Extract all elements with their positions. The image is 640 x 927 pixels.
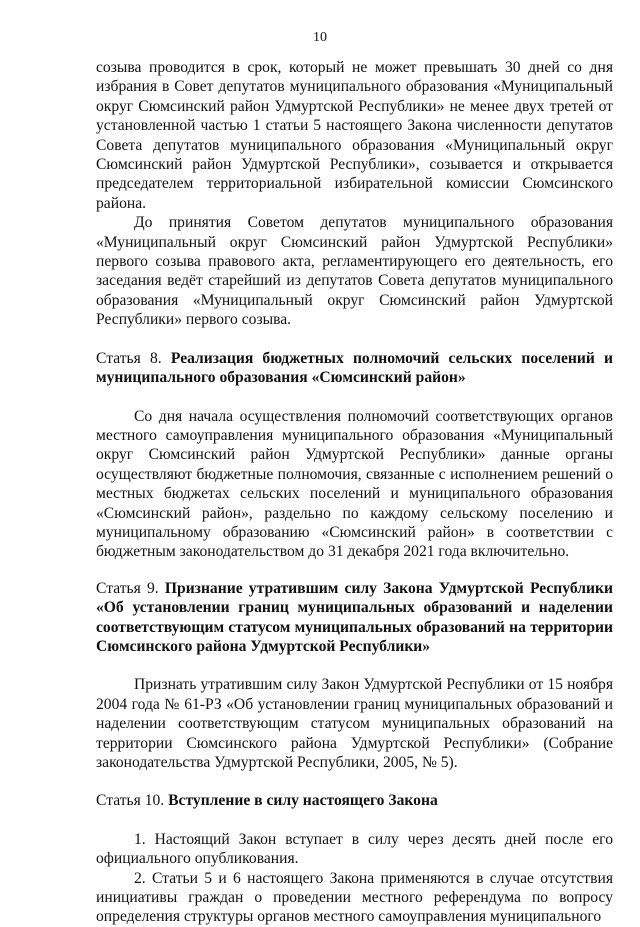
article-8-text: Со дня начала осуществления полномочий соответствующих органов местного самоуправления муниципального образования «Муниципальный округ Сюмсинский район Удмуртской Республики» данные органы осуществляют бюджетные полномочия, связанные с исполнением решений о местных бюджетах сельских поселений и муниципального образования «Сюмсинский район», раздельно по каждому сельскому поселению и муниципальному образованию «Сюмсинский район» в соответствии с бюджетным законодательством до 31 декабря 2021 года включительно.: [96, 407, 613, 561]
article-10-title: Вступление в силу настоящего Закона: [168, 792, 438, 810]
article-9-title: Признание утратившим силу Закона Удмуртской Республики «Об установлении границ муниципальных образований и наделении соответствующим статусом муниципальных образований на территории Сюмсинского района Удмуртской Республики»: [96, 579, 613, 655]
article-10-label: Статья 10.: [96, 792, 165, 810]
paragraph-first-session: До принятия Советом депутатов муниципального образования «Муниципальный округ Сюмсинский район Удмуртской Республики» первого созыва правового акта, регламентирующего его деятельность, его заседания ведёт старейший из депутатов Совета депутатов муниципального образования «Муниципальный округ Сюмсинский район Удмуртской Республики» первого созыва.: [96, 214, 613, 329]
article-8-label: Статья 8.: [96, 349, 162, 367]
article-9-heading: [96, 579, 613, 657]
document-body: [96, 58, 613, 927]
article-9-label: Статья 9.: [96, 579, 159, 597]
article-8-heading: [96, 349, 613, 388]
article-9-text: Признать утратившим силу Закон Удмуртской Республики от 15 ноября 2004 года № 61-РЗ «Об установлении границ муниципальных образований и наделении соответствующим статусом муниципальных образований на территории Сюмсинского района Удмуртской Республики» (Собрание законодательства Удмуртской Республики, 2005, № 5).: [96, 676, 613, 771]
article-10-item-2: 2. Статьи 5 и 6 настоящего Закона применяются в случае отсутствия инициативы граждан о проведении местного референдума по вопросу определения структуры органов местного самоуправления муниципального: [96, 869, 613, 926]
article-10-item-1: 1. Настоящий Закон вступает в силу через десять дней после его официального опубликования.: [96, 830, 613, 868]
article-10-heading: [96, 791, 613, 810]
page-number: 10: [313, 30, 327, 45]
paragraph-continuation: созыва проводится в срок, который не может превышать 30 дней со дня избрания в Совет депутатов муниципального образования «Муниципальный округ Сюмсинский район Удмуртской Республики» не менее двух третей от установленной частью 1 статьи 5 настоящего Закона численности депутатов Совета депутатов муниципального образования «Муниципальный округ Сюмсинский район Удмуртской Республики», созывается и открывается председателем территориальной избирательной комиссии Сюмсинского района.: [96, 59, 613, 212]
article-8-title: Реализация бюджетных полномочий сельских поселений и муниципального образования «Сюмсинский район»: [96, 349, 613, 387]
